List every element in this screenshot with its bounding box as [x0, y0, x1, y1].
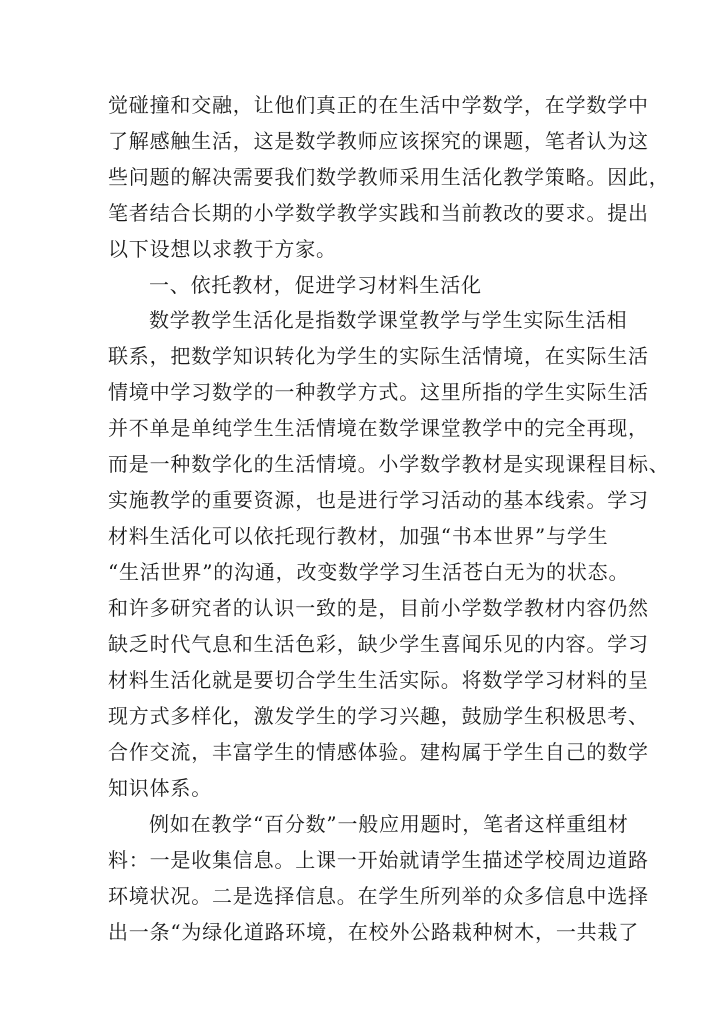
section-heading: 一、依托教材，促进学习材料生活化: [149, 273, 482, 297]
text-line: 知识体系。: [108, 776, 212, 800]
text-line: 觉碰撞和交融，让他们真正的在生活中学数学，在学数学中: [108, 93, 649, 117]
text-line: 情境中学习数学的一种教学方式。这里所指的学生实际生活: [108, 380, 649, 404]
text-line: 现方式多样化，激发学生的学习兴趣，鼓励学生积极思考、: [108, 704, 649, 728]
text-line: 了解感触生活，这是数学教师应该探究的课题，笔者认为这: [108, 129, 649, 153]
paragraph-start: 数学教学生活化是指数学课堂教学与学生实际生活相: [149, 308, 628, 332]
text-line: 材料生活化可以依托现行教材，加强“书本世界”与学生: [108, 524, 609, 548]
text-line: 和许多研究者的认识一致的是，目前小学数学教材内容仍然: [108, 596, 649, 620]
text-line: 环境状况。二是选择信息。在学生所列举的众多信息中选择: [108, 884, 649, 908]
text-line: 而是一种数学化的生活情境。小学数学教材是实现课程目标、: [108, 452, 670, 476]
text-line: 料：一是收集信息。上课一开始就请学生描述学校周边道路: [108, 848, 649, 872]
text-line: 并不单是单纯学生生活情境在数学课堂教学中的完全再现，: [108, 416, 649, 440]
text-line: 出一条“为绿化道路环境，在校外公路栽种树木，一共栽了: [108, 920, 640, 944]
text-line: 材料生活化就是要切合学生生活实际。将数学学习材料的呈: [108, 668, 649, 692]
text-line: 缺乏时代气息和生活色彩，缺少学生喜闻乐见的内容。学习: [108, 632, 649, 656]
text-line: 合作交流，丰富学生的情感体验。建构属于学生自己的数学: [108, 740, 649, 764]
text-line: 些问题的解决需要我们数学教师采用生活化教学策略。因此，: [108, 165, 670, 189]
text-line: 实施教学的重要资源，也是进行学习活动的基本线索。学习: [108, 488, 649, 512]
text-line: 以下设想以求教于方家。: [108, 237, 337, 261]
paragraph-start: 例如在教学“百分数”一般应用题时，笔者这样重组材: [149, 812, 629, 836]
text-line: “生活世界”的沟通，改变数学学习生活苍白无为的状态。: [108, 560, 630, 584]
text-line: 笔者结合长期的小学数学教学实践和当前教改的要求。提出: [108, 201, 649, 225]
text-line: 联系，把数学知识转化为学生的实际生活情境，在实际生活: [108, 344, 649, 368]
